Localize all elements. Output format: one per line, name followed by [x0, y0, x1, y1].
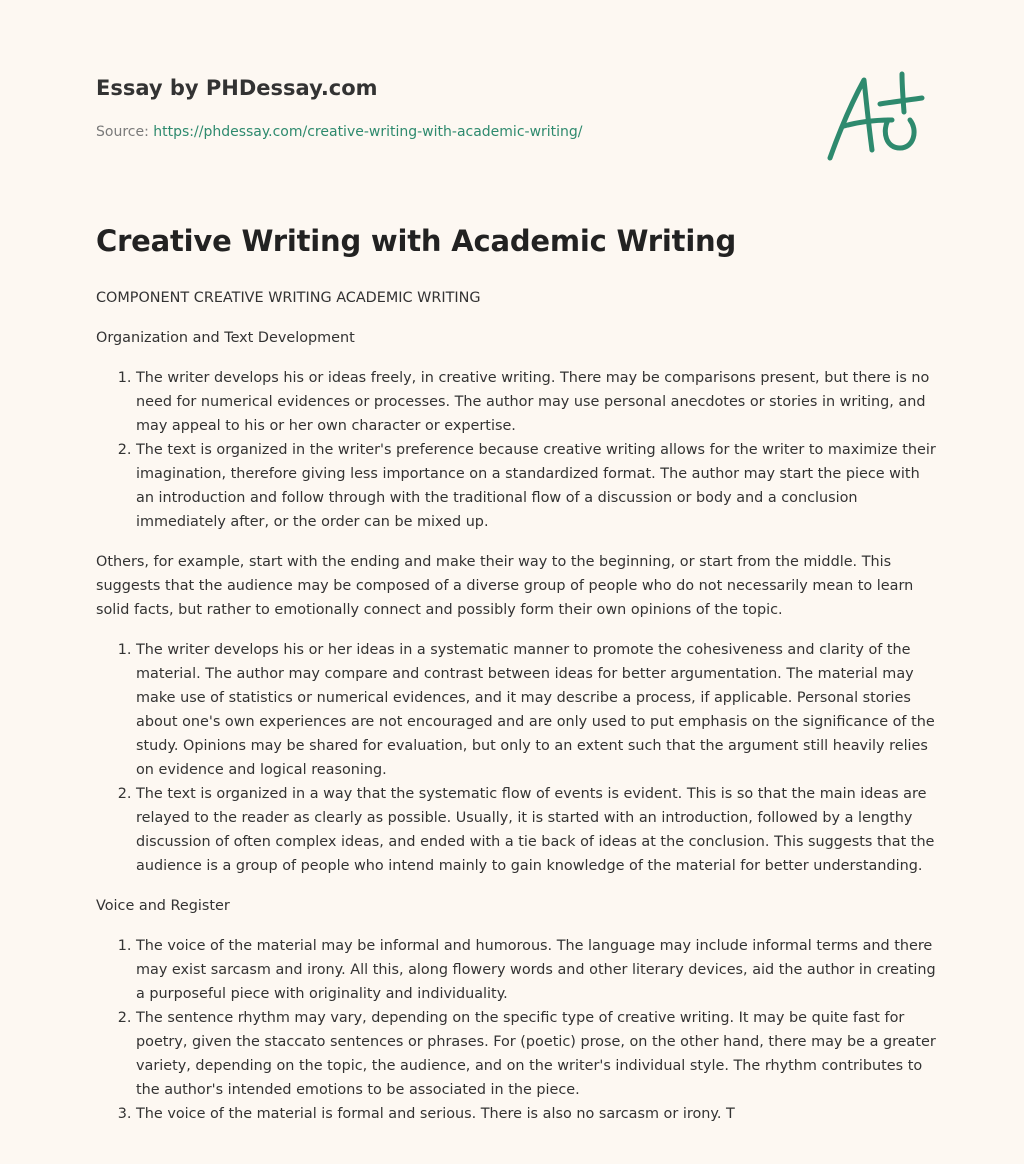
list-organization-creative: [96, 366, 936, 534]
source-line: [96, 124, 583, 140]
paragraph-components: COMPONENT CREATIVE WRITING ACADEMIC WRITING: [96, 290, 481, 306]
site-brand: Essay by PHDessay.com: [96, 76, 378, 100]
a-plus-logo-icon: [822, 68, 928, 164]
section-heading-organization: Organization and Text Development: [96, 330, 355, 346]
list-item: 2. The text is organized in a way that the systematic flow of events is evident. This is so that the main ideas are relayed to the reader as clearly as possible. Usually, it is started with an introduction, followed by a lengthy discussion of often complex ideas, and ended with a tie back of ideas at the conclusion. This suggests that the audience is a group of people who intend mainly to gain knowledge of the material for better understanding.: [136, 782, 936, 878]
list-organization-academic: [96, 638, 936, 878]
list-item: 3. The voice of the material is formal and serious. There is also no sarcasm or irony. T: [136, 1102, 936, 1126]
section-heading-voice: Voice and Register: [96, 898, 230, 914]
source-label: Source:: [96, 124, 154, 140]
list-item: 2. The sentence rhythm may vary, depending on the specific type of creative writing. It may be quite fast for poetry, given the staccato sentences or phrases. For (poetic) prose, on the other hand, there may be a greater variety, depending on the topic, the audience, and on the writer's individual style. The rhythm contributes to the author's intended emotions to be associated in the piece.: [136, 1006, 936, 1102]
essay-body: [96, 286, 936, 1142]
list-voice-register: [96, 934, 936, 1126]
list-item: 1. The writer develops his or ideas freely, in creative writing. There may be comparisons present, but there is no need for numerical evidences or processes. The author may use personal anecdotes or stories in writing, and may appeal to his or her own character or expertise.: [136, 366, 936, 438]
paragraph-others: Others, for example, start with the ending and make their way to the beginning, or start from the middle. This suggests that the audience may be composed of a diverse group of people who do not necessarily mean to learn solid facts, but rather to emotionally connect and possibly form their own opinions of the topic.: [96, 554, 914, 618]
list-item: 1. The writer develops his or her ideas in a systematic manner to promote the cohesiveness and clarity of the material. The author may compare and contrast between ideas for better argumentation. The material may make use of statistics or numerical evidences, and it may describe a process, if applicable. Personal stories about one's own experiences are not encouraged and are only used to put emphasis on the significance of the study. Opinions may be shared for evaluation, but only to an extent such that the argument still heavily relies on evidence and logical reasoning.: [136, 638, 936, 782]
essay-title: Creative Writing with Academic Writing: [96, 224, 737, 258]
list-item: 2. The text is organized in the writer's preference because creative writing allows for the writer to maximize their imagination, therefore giving less importance on a standardized format. The author may start the piece with an introduction and follow through with the traditional flow of a discussion or body and a conclusion immediately after, or the order can be mixed up.: [136, 438, 936, 534]
list-item: 1. The voice of the material may be informal and humorous. The language may include informal terms and there may exist sarcasm and irony. All this, along flowery words and other literary devices, aid the author in creating a purposeful piece with originality and individuality.: [136, 934, 936, 1006]
source-link[interactable]: https://phdessay.com/creative-writing-with-academic-writing/: [153, 124, 583, 140]
